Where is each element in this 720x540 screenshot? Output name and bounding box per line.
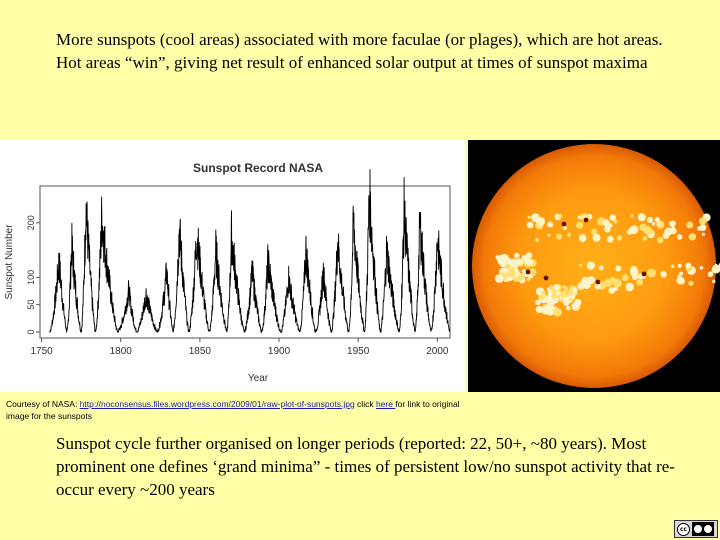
- facula: [669, 220, 676, 227]
- facula: [686, 222, 693, 229]
- sunspot: [562, 222, 567, 227]
- facula: [608, 223, 613, 228]
- facula: [587, 276, 595, 284]
- facula: [655, 217, 660, 222]
- plot-layer: [26, 169, 450, 357]
- y-tick-label: 100: [26, 269, 36, 285]
- caption-suffix: for link to original image for the sunspots: [6, 399, 460, 421]
- facula: [527, 222, 534, 229]
- facula: [547, 222, 553, 228]
- top-paragraph: More sunspots (cool areas) associated with more faculae (or plages), which are hot areas. Hot areas “win”, giving net result of enhanced solar output at times of sunspot maxima: [56, 30, 663, 72]
- sunspot: [584, 218, 589, 223]
- sunspot-chart: [0, 140, 465, 392]
- license-attribution-icon: [692, 522, 714, 536]
- facula: [549, 285, 554, 290]
- facula: [657, 222, 661, 226]
- x-axis-label: Year: [247, 373, 269, 384]
- x-tick-label: 1900: [267, 346, 291, 357]
- facula: [572, 288, 577, 293]
- facula: [700, 266, 704, 270]
- x-tick-label: 1800: [109, 346, 132, 357]
- facula: [576, 222, 583, 229]
- image-caption: [6, 398, 476, 422]
- facula: [570, 294, 575, 299]
- sunspot: [596, 280, 601, 285]
- sunspot-series-line: [50, 169, 450, 332]
- chart-title: Sunspot Record NASA: [192, 161, 324, 175]
- facula: [599, 265, 604, 270]
- caption-mid: click: [354, 399, 376, 409]
- sunspot: [544, 276, 549, 281]
- bottom-paragraph: Sunspot cycle further organised on longer periods (reported: 22, 50+, ~80 years). Most prominent one defines ‘grand minima” - times of persistent low/no sunspot activity that re-occur every ~200 years: [56, 434, 675, 499]
- facula: [663, 232, 670, 239]
- facula: [577, 282, 585, 290]
- y-axis-label: Sunspot Number: [4, 224, 15, 300]
- caption-url-link[interactable]: http://noconsensus.files.wordpress.com/2009/01/raw-plot-of-sunspots.jpg: [79, 399, 355, 409]
- facula: [553, 284, 559, 290]
- facula: [712, 280, 716, 284]
- facula: [644, 226, 652, 234]
- caption-prefix: Courtesy of NASA:: [6, 399, 80, 409]
- facula: [574, 299, 581, 306]
- facula: [643, 236, 648, 241]
- facula: [587, 261, 595, 269]
- facula: [564, 300, 570, 306]
- facula: [660, 271, 666, 277]
- facula: [617, 235, 622, 240]
- facula: [535, 238, 539, 242]
- x-tick-label: 1850: [188, 346, 212, 357]
- facula: [613, 279, 622, 288]
- facula: [638, 213, 646, 221]
- facula: [567, 233, 571, 237]
- facula: [509, 270, 516, 277]
- facula: [548, 234, 551, 237]
- facula: [702, 233, 705, 236]
- x-tick-label: 2000: [426, 346, 449, 357]
- facula: [536, 306, 543, 313]
- facula: [671, 228, 677, 234]
- facula: [622, 274, 629, 281]
- facula: [558, 214, 562, 218]
- facula: [556, 234, 562, 240]
- cc-license-badge[interactable]: [674, 520, 718, 538]
- facula: [699, 217, 706, 224]
- y-tick-label: 0: [26, 329, 36, 335]
- sunspot-chart-svg: [0, 140, 465, 392]
- facula: [593, 234, 601, 242]
- facula: [630, 214, 633, 217]
- facula: [615, 265, 621, 271]
- facula: [579, 264, 582, 267]
- facula: [678, 264, 682, 268]
- facula: [608, 287, 615, 294]
- sunspot: [526, 270, 531, 275]
- facula: [647, 217, 653, 223]
- facula: [536, 217, 545, 226]
- facula: [632, 274, 638, 280]
- facula: [528, 216, 531, 219]
- facula: [708, 272, 714, 278]
- caption-here-link[interactable]: here: [375, 399, 396, 409]
- sun-image-svg: [468, 140, 720, 392]
- y-tick-label: 50: [26, 299, 36, 310]
- facula: [509, 259, 518, 268]
- facula: [657, 237, 663, 243]
- sun-image: [468, 140, 720, 392]
- facula: [647, 269, 656, 278]
- facula: [566, 306, 570, 310]
- facula: [556, 291, 560, 295]
- facula: [677, 234, 683, 240]
- facula: [509, 277, 513, 281]
- facula: [564, 286, 568, 290]
- facula: [554, 298, 559, 303]
- facula: [636, 279, 643, 286]
- facula: [604, 279, 612, 287]
- facula: [495, 274, 504, 283]
- facula: [546, 297, 554, 305]
- facula: [629, 226, 637, 234]
- facula: [526, 252, 532, 258]
- facula: [540, 294, 546, 300]
- facula: [553, 308, 562, 317]
- facula: [671, 265, 674, 268]
- facula: [689, 233, 696, 240]
- sunspot: [642, 272, 647, 277]
- facula: [498, 259, 504, 265]
- facula: [514, 253, 520, 259]
- x-tick-label: 1750: [30, 346, 53, 357]
- facula: [614, 220, 618, 224]
- y-tick-label: 200: [26, 215, 36, 231]
- facula: [542, 291, 546, 295]
- facula: [652, 222, 655, 225]
- facula: [699, 224, 706, 231]
- cc-by-icon: cc: [677, 523, 690, 536]
- facula: [607, 236, 614, 243]
- facula: [563, 226, 567, 230]
- facula: [676, 277, 684, 285]
- facula: [688, 281, 693, 286]
- facula: [581, 239, 584, 242]
- x-tick-label: 1950: [347, 346, 370, 357]
- facula: [685, 264, 690, 269]
- facula: [625, 283, 634, 292]
